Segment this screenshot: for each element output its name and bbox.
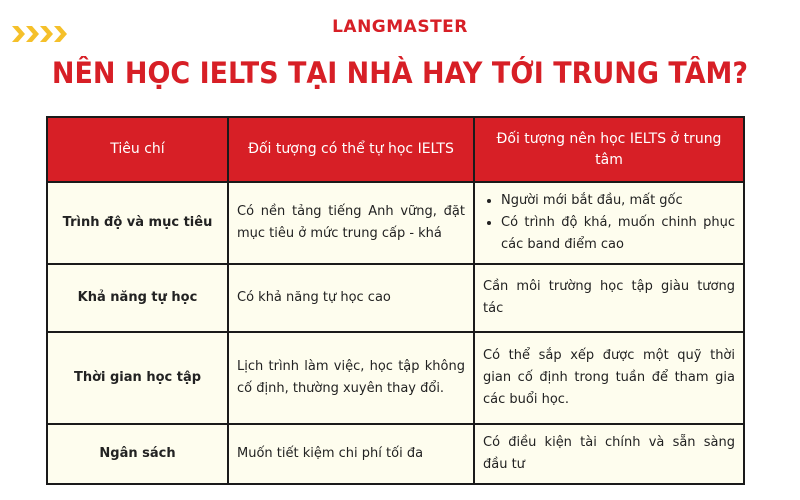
self-study-cell: Có khả năng tự học cao <box>228 264 474 332</box>
criterion-cell: Trình độ và mục tiêu <box>47 182 228 264</box>
criterion-cell: Ngân sách <box>47 424 228 484</box>
table-row <box>47 332 744 424</box>
column-header-criteria: Tiêu chí <box>47 117 228 182</box>
table-row <box>47 264 744 332</box>
page-title: NÊN HỌC IELTS TẠI NHÀ HAY TỚI TRUNG TÂM? <box>51 56 749 90</box>
self-study-cell: Muốn tiết kiệm chi phí tối đa <box>228 424 474 484</box>
center-cell: Cần môi trường học tập giàu tương tác <box>474 264 744 332</box>
center-bullet-list <box>483 190 735 256</box>
center-cell <box>474 182 744 264</box>
bullet-item: • Có trình độ khá, muốn chinh phục các band điểm cao <box>501 212 735 256</box>
center-cell: Có điều kiện tài chính và sẵn sàng đầu tư <box>474 424 744 484</box>
self-study-cell: Lịch trình làm việc, học tập không cố định, thường xuyên thay đổi. <box>228 332 474 424</box>
center-cell: Có thể sắp xếp được một quỹ thời gian cố định trong tuần để tham gia các buổi học. <box>474 332 744 424</box>
column-header-self-study: Đối tượng có thể tự học IELTS <box>228 117 474 182</box>
self-study-cell: Có nền tảng tiếng Anh vững, đặt mục tiêu ở mức trung cấp - khá <box>228 182 474 264</box>
criterion-cell: Khả năng tự học <box>47 264 228 332</box>
brand-logo: LANGMASTER <box>332 17 468 37</box>
bullet-item: • Người mới bắt đầu, mất gốc <box>501 190 735 212</box>
column-header-center: Đối tượng nên học IELTS ở trung tâm <box>474 117 744 182</box>
criterion-cell: Thời gian học tập <box>47 332 228 424</box>
table-header-row <box>47 117 744 182</box>
table-row <box>47 424 744 484</box>
table-row <box>47 182 744 264</box>
comparison-table <box>46 116 745 485</box>
